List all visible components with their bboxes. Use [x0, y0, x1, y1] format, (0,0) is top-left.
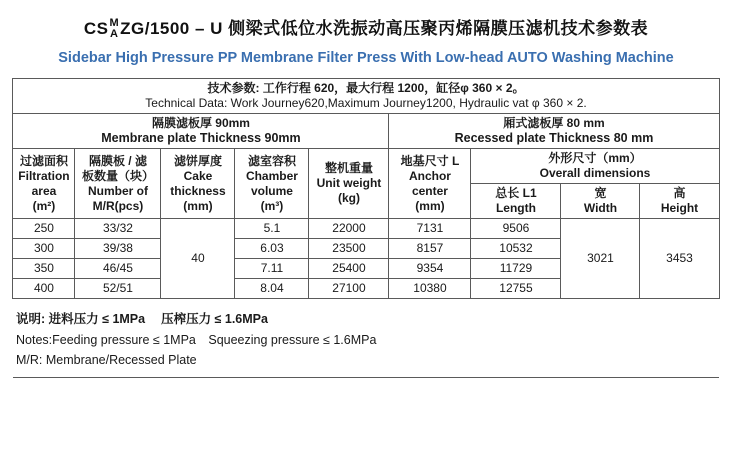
- page-title-en: Sidebar High Pressure PP Membrane Filter Press With Low-head AUTO Washing Machine: [58, 49, 674, 66]
- header-overall-dimensions-en: Overall dimensions: [539, 166, 651, 181]
- header-overall-width-cn: 宽: [594, 186, 607, 201]
- bottom-divider: [13, 377, 719, 378]
- cell-unit-weight: 23500: [309, 239, 389, 259]
- header-overall-length-cn: 总长 L1: [495, 186, 537, 201]
- title-model-sup-top: M: [109, 16, 120, 29]
- header-unit-weight-unit: (kg): [337, 191, 360, 206]
- table-row-header-top: [13, 149, 719, 184]
- header-filtration-area-en: Filtration area: [18, 168, 70, 198]
- title-model-prefix: CS: [83, 19, 109, 38]
- cell-unit-weight: 22000: [309, 219, 389, 239]
- header-cake-thickness: [161, 149, 235, 219]
- header-cake-thickness-en-1: Cake: [183, 168, 213, 183]
- header-anchor-center: [389, 149, 471, 219]
- technical-data-en: Technical Data: Work Journey620,Maximum Journey1200, Hydraulic vat φ 360 × 2.: [145, 95, 587, 110]
- header-plate-number-cn-2: 板数量（块）: [81, 168, 154, 183]
- notes-line-en: Notes:Feeding pressure ≤ 1MPa Squeezing pressure ≤ 1.6MPa: [16, 332, 377, 347]
- cell-anchor-center: 8157: [389, 239, 471, 259]
- header-overall-dimensions: [471, 149, 719, 184]
- cell-chamber-volume: 6.03: [235, 239, 309, 259]
- cell-chamber-volume: 8.04: [235, 279, 309, 299]
- recessed-plate-band-cn: 厢式滤板厚 80 mm: [503, 115, 605, 130]
- header-plate-number-cn-1: 隔膜板 / 滤: [88, 153, 147, 168]
- cell-anchor-center: 10380: [389, 279, 471, 299]
- cell-plate-number: 52/51: [75, 279, 161, 299]
- header-plate-number-en-2: M/R(pcs): [92, 198, 144, 213]
- header-cake-thickness-cn: 滤饼厚度: [173, 153, 222, 168]
- specification-table: [12, 78, 719, 300]
- header-cake-thickness-unit: (mm): [183, 198, 213, 213]
- cell-overall-height-merged: 3453: [640, 219, 719, 299]
- header-cake-thickness-en-2: thickness: [170, 183, 226, 198]
- header-anchor-center-cn: 地基尺寸 L: [400, 153, 460, 168]
- recessed-plate-band: [389, 113, 719, 149]
- recessed-plate-band-en: Recessed plate Thickness 80 mm: [454, 130, 654, 145]
- cell-chamber-volume: 5.1: [235, 219, 309, 239]
- cell-cake-thickness-merged: 40: [161, 219, 235, 299]
- membrane-plate-band-en: Membrane plate Thickness 90mm: [101, 130, 301, 145]
- header-overall-width-en: Width: [583, 201, 618, 216]
- header-overall-dimensions-cn: 外形尺寸（mm）: [548, 151, 642, 166]
- header-unit-weight-cn: 整机重量: [324, 161, 373, 176]
- table-row-tech: [13, 78, 719, 113]
- header-filtration-area-cn: 过滤面积: [19, 153, 68, 168]
- membrane-plate-band-cn: 隔膜滤板厚 90mm: [151, 115, 250, 130]
- header-overall-width: [561, 184, 640, 219]
- notes-line-cn: 说明: 进料压力 ≤ 1MPa 压榨压力 ≤ 1.6MPa: [16, 312, 268, 327]
- header-filtration-area: [13, 149, 75, 219]
- cell-overall-length: 9506: [471, 219, 561, 239]
- header-anchor-center-en-2: center: [411, 183, 448, 198]
- cell-overall-length: 12755: [471, 279, 561, 299]
- header-anchor-center-en-1: Anchor: [408, 168, 451, 183]
- membrane-plate-band: [13, 113, 389, 149]
- header-chamber-volume-cn: 滤室容积: [247, 153, 296, 168]
- table-row-plate-bands: [13, 113, 719, 149]
- cell-filtration-area: 250: [13, 219, 75, 239]
- header-chamber-volume: [235, 149, 309, 219]
- page-title-cn: [0, 14, 732, 41]
- cell-plate-number: 39/38: [75, 239, 161, 259]
- cell-overall-length: 11729: [471, 259, 561, 279]
- cell-anchor-center: 7131: [389, 219, 471, 239]
- title-model-sup-bottom: A: [110, 27, 119, 40]
- header-filtration-area-unit: (m²): [32, 198, 56, 213]
- table-row: [13, 219, 719, 239]
- header-chamber-volume-en-2: volume: [250, 183, 293, 198]
- cell-filtration-area: 400: [13, 279, 75, 299]
- header-overall-height-cn: 高: [673, 186, 686, 201]
- cell-anchor-center: 9354: [389, 259, 471, 279]
- header-chamber-volume-unit: (m³): [260, 198, 284, 213]
- header-unit-weight: [309, 149, 389, 219]
- cell-unit-weight: 27100: [309, 279, 389, 299]
- technical-data-cn: 技术参数: 工作行程 620，最大行程 1200，缸径φ 360 × 2。: [207, 80, 525, 95]
- title-model-rest: ZG/1500 – U 侧梁式低位水洗振动高压聚丙烯隔膜压滤机技术参数表: [120, 19, 649, 38]
- cell-plate-number: 33/32: [75, 219, 161, 239]
- header-overall-height-en: Height: [660, 201, 699, 216]
- header-plate-number-en-1: Number of: [87, 183, 148, 198]
- cell-chamber-volume: 7.11: [235, 259, 309, 279]
- header-overall-height: [640, 184, 719, 219]
- technical-data-cell: [13, 78, 719, 113]
- notes-line-abbrev: M/R: Membrane/Recessed Plate: [16, 353, 197, 368]
- header-chamber-volume-en-1: Chamber: [245, 168, 298, 183]
- header-overall-length: [471, 184, 561, 219]
- cell-overall-width-merged: 3021: [561, 219, 640, 299]
- header-plate-number: [75, 149, 161, 219]
- cell-unit-weight: 25400: [309, 259, 389, 279]
- notes-block: [16, 309, 732, 371]
- header-overall-length-en: Length: [495, 201, 536, 216]
- header-anchor-center-unit: (mm): [415, 198, 445, 213]
- cell-overall-length: 10532: [471, 239, 561, 259]
- header-unit-weight-en: Unit weight: [316, 176, 382, 191]
- spec-sheet-page: [0, 14, 732, 457]
- cell-plate-number: 46/45: [75, 259, 161, 279]
- cell-filtration-area: 300: [13, 239, 75, 259]
- cell-filtration-area: 350: [13, 259, 75, 279]
- title-model-sup: [109, 18, 119, 40]
